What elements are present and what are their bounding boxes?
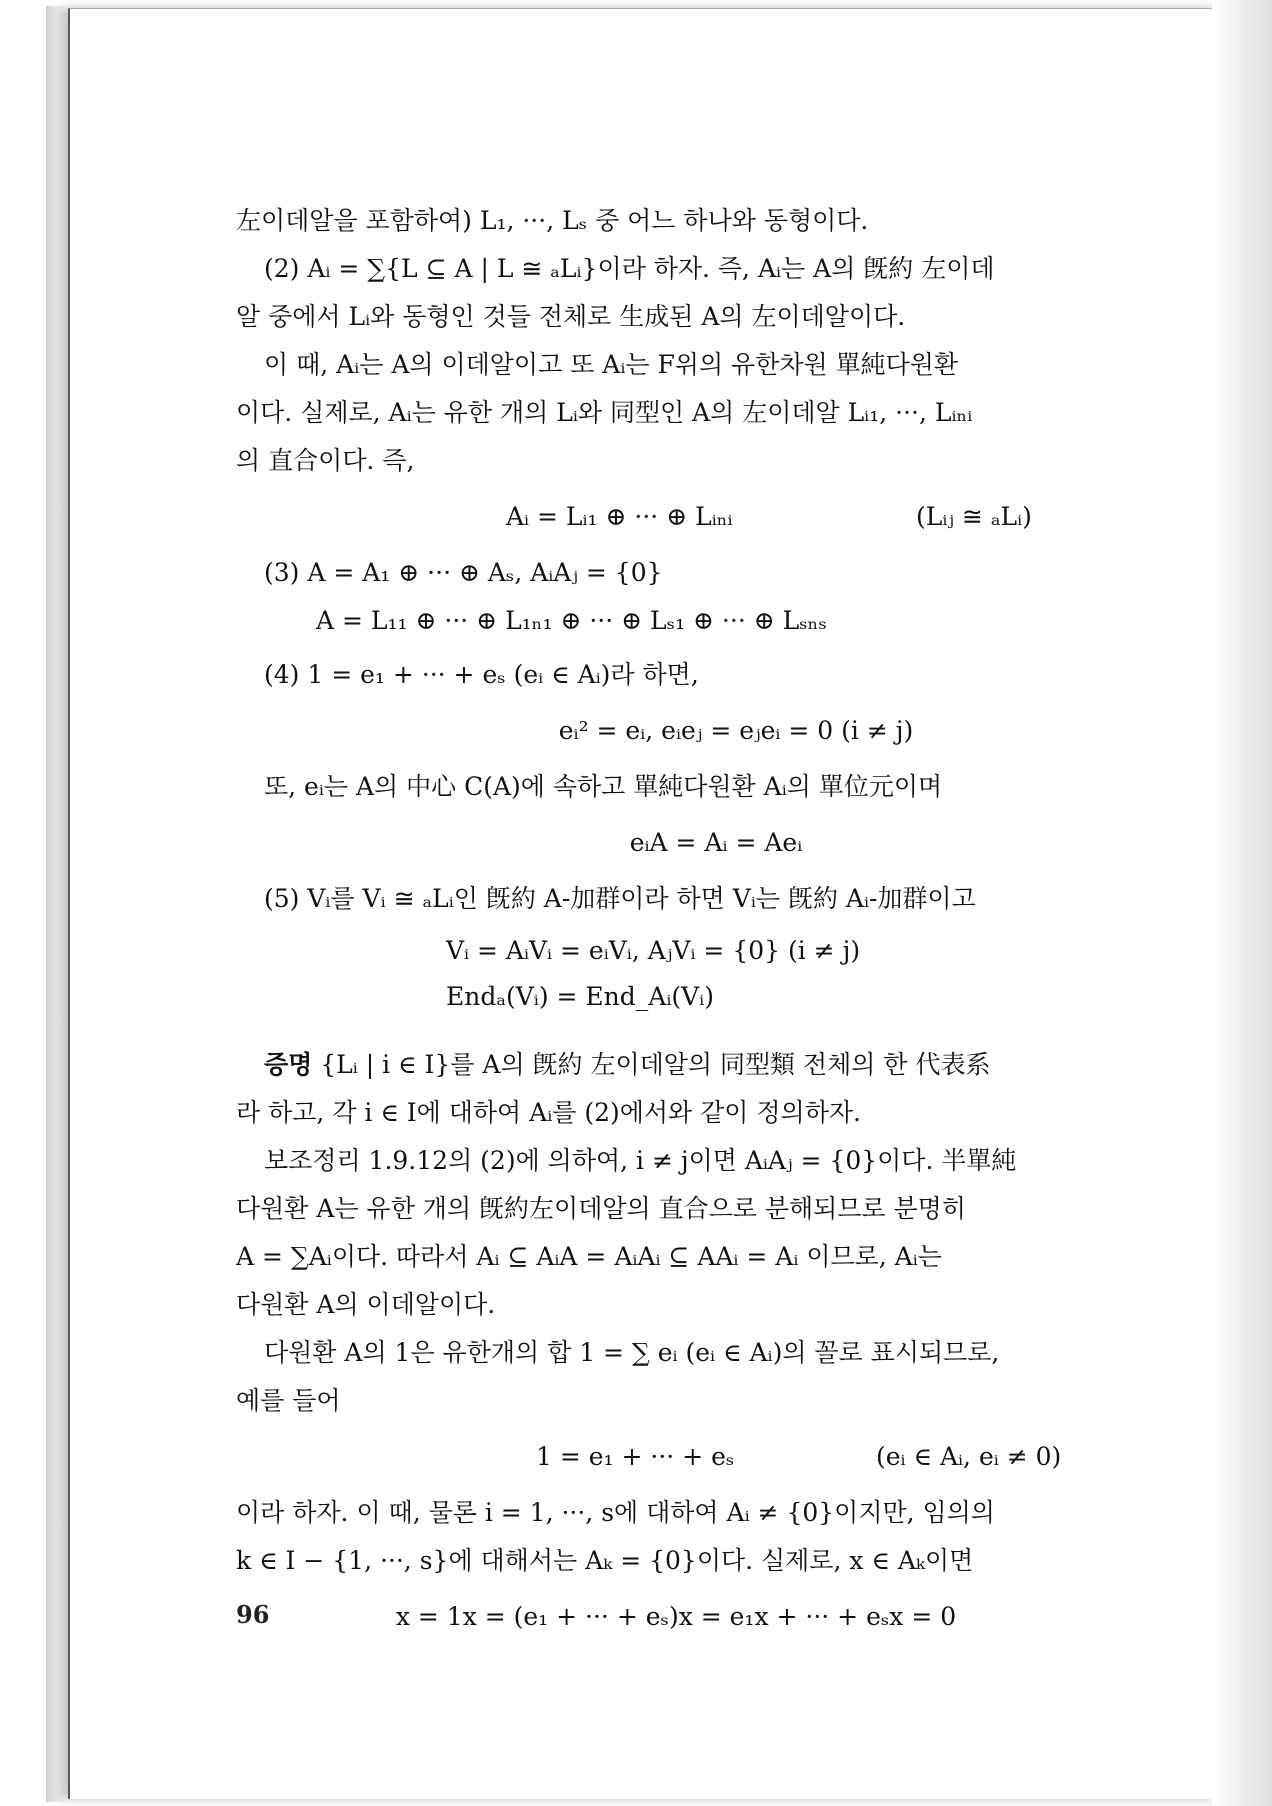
- equation-right: (Lᵢⱼ ≅ ₐLᵢ): [916, 502, 1032, 531]
- equation-sum: [236, 1436, 1116, 1478]
- item-5-equation-1: Vᵢ = AᵢVᵢ = eᵢVᵢ, AⱼVᵢ = {0} (i ≠ j): [446, 936, 861, 965]
- text-line: (2) Aᵢ = ∑{L ⊆ A | L ≅ ₐLᵢ}이라 하자. 즉, Aᵢ는 A의 旣約 左이데: [264, 254, 995, 283]
- item-4-text: 또, eᵢ는 A의 中心 C(A)에 속하고 單純다원환 Aᵢ의 單位元이며: [264, 772, 943, 801]
- proof-label: 증명: [264, 1050, 313, 1079]
- equation-left: 1 = e₁ + ··· + eₛ: [536, 1442, 735, 1471]
- text-line: A = ∑Aᵢ이다. 따라서 Aᵢ ⊆ AᵢA = AᵢAᵢ ⊆ AAᵢ = Aᵢ 이므로, Aᵢ는: [236, 1242, 942, 1271]
- text-line: 다원환 A의 이데알이다.: [236, 1290, 496, 1319]
- proof-first-line: [236, 1044, 1116, 1086]
- right-edge-shade: [1212, 0, 1272, 1806]
- page-number: 96: [236, 1600, 270, 1629]
- item-4-equation-2: eᵢA = Aᵢ = Aeᵢ: [629, 828, 803, 857]
- text-line: k ∈ I − {1, ···, s}에 대해서는 Aₖ = {0}이다. 실제로, x ∈ Aₖ이면: [236, 1546, 974, 1575]
- item-3-equation: A = L₁₁ ⊕ ··· ⊕ L₁ₙ₁ ⊕ ··· ⊕ Lₛ₁ ⊕ ··· ⊕ Lₛₙₛ: [316, 606, 827, 635]
- text-line: 의 直合이다. 즉,: [236, 446, 415, 475]
- item-4-equation: eᵢ² = eᵢ, eᵢeⱼ = eⱼeᵢ = 0 (i ≠ j): [558, 716, 914, 745]
- text-line: 이라 하자. 이 때, 물론 i = 1, ···, s에 대하여 Aᵢ ≠ {0}이지만, 임의의: [236, 1498, 995, 1527]
- page-content: [236, 200, 1116, 1652]
- equation-1: [236, 496, 1116, 538]
- text-line: 다원환 A의 1은 유한개의 합 1 = ∑ eᵢ (eᵢ ∈ Aᵢ)의 꼴로 표시되므로,: [264, 1338, 1000, 1367]
- item-5-equation-2: Endₐ(Vᵢ) = End_Aᵢ(Vᵢ): [446, 982, 714, 1011]
- item-4: (4) 1 = e₁ + ··· + eₛ (eᵢ ∈ Aᵢ)라 하면,: [264, 660, 699, 689]
- text-line: 라 하고, 각 i ∈ I에 대하여 Aᵢ를 (2)에서와 같이 정의하자.: [236, 1098, 861, 1127]
- text-line: 다원환 A는 유한 개의 旣約左이데알의 直合으로 분해되므로 분명히: [236, 1194, 966, 1223]
- text-line: 이 때, Aᵢ는 A의 이데알이고 또 Aᵢ는 F위의 유한차원 單純다원환: [264, 350, 959, 379]
- item-5: (5) Vᵢ를 Vᵢ ≅ ₐLᵢ인 旣約 A-加群이라 하면 Vᵢ는 旣約 Aᵢ-加群이고: [264, 884, 976, 913]
- proof-text: {Lᵢ | i ∈ I}를 A의 旣約 左이데알의 同型類 전체의 한 代表系: [312, 1050, 991, 1079]
- item-3: (3) A = A₁ ⊕ ··· ⊕ Aₛ, AᵢAⱼ = {0}: [264, 558, 663, 587]
- text-line: 左이데알을 포함하여) L₁, ···, Lₛ 중 어느 하나와 동형이다.: [236, 206, 869, 235]
- equation-right: (eᵢ ∈ Aᵢ, eᵢ ≠ 0): [876, 1442, 1062, 1471]
- equation-final: x = 1x = (e₁ + ··· + eₛ)x = e₁x + ··· + eₛx = 0: [395, 1602, 957, 1631]
- text-line: 알 중에서 Lᵢ와 동형인 것들 전체로 生成된 A의 左이데알이다.: [236, 302, 906, 331]
- text-line: 보조정리 1.9.12의 (2)에 의하여, i ≠ j이면 AᵢAⱼ = {0}이다. 半單純: [264, 1146, 1017, 1175]
- text-line: 이다. 실제로, Aᵢ는 유한 개의 Lᵢ와 同型인 A의 左이데알 Lᵢ₁, ···, Lᵢₙᵢ: [236, 398, 973, 427]
- equation-left: Aᵢ = Lᵢ₁ ⊕ ··· ⊕ Lᵢₙᵢ: [506, 502, 733, 531]
- text-line: 예를 들어: [236, 1386, 341, 1415]
